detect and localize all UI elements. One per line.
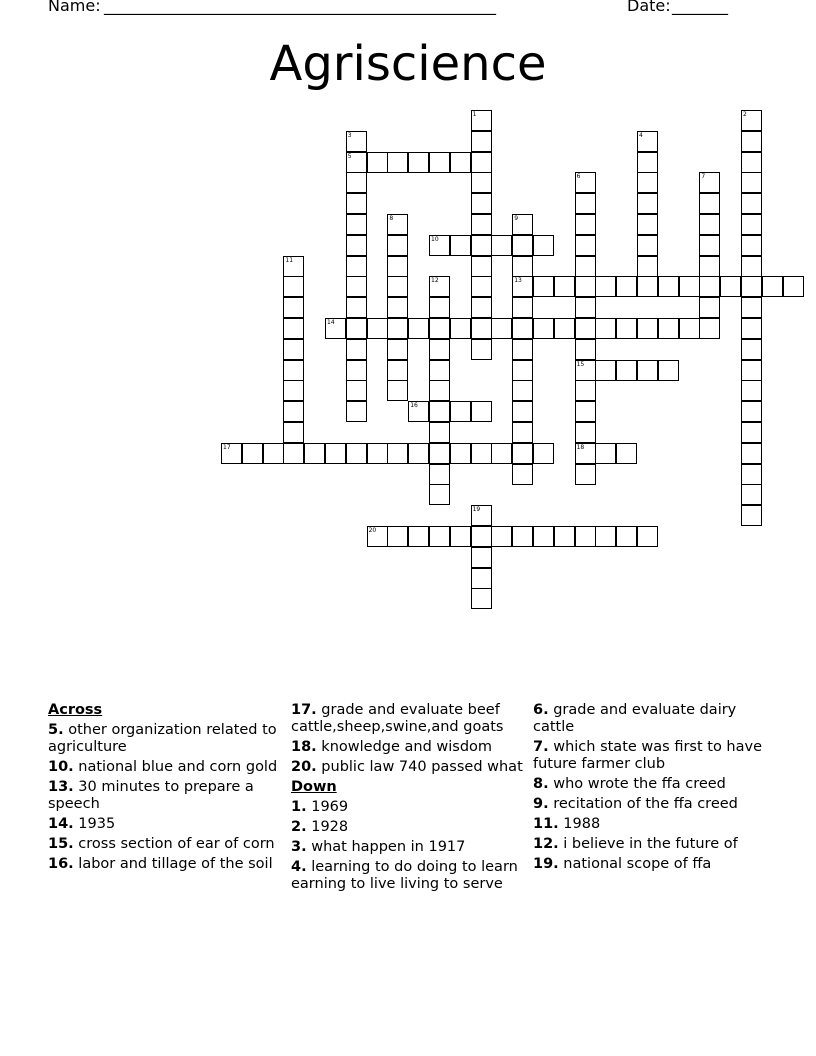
clue-number: 20 — [368, 527, 377, 534]
crossword-cell[interactable] — [471, 318, 492, 339]
crossword-cell[interactable] — [429, 380, 450, 401]
clue-number-label: 8. — [533, 776, 549, 792]
across-clue — [48, 856, 284, 873]
clue-column-3 — [533, 702, 769, 876]
crossword-cell[interactable] — [283, 380, 304, 401]
crossword-cell[interactable] — [367, 526, 388, 547]
crossword-cell[interactable] — [512, 235, 533, 256]
crossword-cell[interactable] — [491, 235, 512, 256]
crossword-cell[interactable] — [699, 172, 720, 193]
crossword-cell[interactable] — [471, 172, 492, 193]
crossword-cell[interactable] — [741, 401, 762, 422]
clue-text: national blue and corn gold — [73, 759, 278, 775]
crossword-cell[interactable] — [471, 588, 492, 609]
crossword-cell[interactable] — [346, 193, 367, 214]
crossword-cell[interactable] — [741, 297, 762, 318]
crossword-cell[interactable] — [512, 443, 533, 464]
crossword-cell[interactable] — [367, 318, 388, 339]
crossword-cell[interactable] — [429, 318, 450, 339]
across-clue-list — [48, 722, 284, 873]
crossword-cell[interactable] — [637, 152, 658, 173]
crossword-cell[interactable] — [429, 339, 450, 360]
name-field[interactable]: _________________________________________________ — [104, 0, 496, 15]
crossword-cell[interactable] — [741, 214, 762, 235]
clue-number: 6 — [576, 173, 581, 181]
crossword-cell[interactable] — [387, 152, 408, 173]
crossword-cell[interactable] — [512, 464, 533, 485]
crossword-cell[interactable] — [346, 256, 367, 277]
crossword-cell[interactable] — [429, 297, 450, 318]
crossword-cell[interactable] — [471, 443, 492, 464]
crossword-cell[interactable] — [346, 276, 367, 297]
crossword-cell[interactable] — [283, 256, 304, 277]
clue-number-label: 16. — [48, 856, 74, 872]
crossword-cell[interactable] — [450, 401, 471, 422]
clue-number-label: 14. — [48, 816, 74, 832]
down-clue — [291, 799, 527, 816]
clue-number: 9 — [514, 215, 519, 222]
crossword-cell[interactable] — [512, 380, 533, 401]
crossword-cell[interactable] — [512, 318, 533, 339]
crossword-cell[interactable] — [429, 276, 450, 297]
crossword-cell[interactable] — [741, 380, 762, 401]
down-clue — [291, 839, 527, 856]
crossword-cell[interactable] — [471, 401, 492, 422]
down-clue — [533, 836, 769, 853]
crossword-cell[interactable] — [575, 318, 596, 339]
crossword-cell[interactable] — [575, 339, 596, 360]
clue-number-label: 9. — [533, 796, 549, 812]
crossword-cell[interactable] — [283, 297, 304, 318]
crossword-cell[interactable] — [512, 401, 533, 422]
crossword-cell[interactable] — [637, 526, 658, 547]
crossword-cell[interactable] — [367, 152, 388, 173]
crossword-cell[interactable] — [637, 256, 658, 277]
crossword-cell[interactable] — [387, 360, 408, 381]
crossword-cell[interactable] — [346, 360, 367, 381]
crossword-cell[interactable] — [471, 526, 492, 547]
crossword-cell[interactable] — [637, 318, 658, 339]
crossword-cell[interactable] — [471, 256, 492, 277]
crossword-cell[interactable] — [346, 380, 367, 401]
clue-number: 8 — [389, 215, 394, 222]
crossword-cell[interactable] — [387, 235, 408, 256]
clue-column-2 — [291, 702, 527, 896]
down-clue — [533, 776, 769, 793]
crossword-cell[interactable] — [595, 318, 616, 339]
crossword-cell[interactable] — [450, 443, 471, 464]
clue-text: labor and tillage of the soil — [73, 856, 273, 872]
crossword-cell[interactable] — [387, 214, 408, 235]
crossword-cell[interactable] — [616, 318, 637, 339]
clue-text: grade and evaluate dairy cattle — [533, 702, 737, 735]
crossword-cell[interactable] — [575, 256, 596, 277]
crossword-cell[interactable] — [408, 318, 429, 339]
crossword-cell[interactable] — [387, 526, 408, 547]
clue-text: what happen in 1917 — [306, 839, 466, 855]
crossword-cell[interactable] — [283, 443, 304, 464]
crossword-cell[interactable] — [346, 131, 367, 152]
crossword-cell[interactable] — [575, 380, 596, 401]
crossword-cell[interactable] — [575, 214, 596, 235]
crossword-cell[interactable] — [575, 360, 596, 381]
crossword-cell[interactable] — [616, 443, 637, 464]
crossword-cell[interactable] — [221, 443, 242, 464]
clue-number: 10 — [431, 235, 439, 243]
crossword-cell[interactable] — [637, 172, 658, 193]
crossword-cell[interactable] — [741, 318, 762, 339]
crossword-cell[interactable] — [512, 526, 533, 547]
clue-number: 1 — [472, 111, 477, 118]
clue-number-label: 12. — [533, 836, 559, 852]
clue-number: 18 — [576, 443, 585, 451]
crossword-cell[interactable] — [741, 110, 762, 131]
crossword-cell[interactable] — [679, 318, 700, 339]
across-clue — [48, 816, 284, 833]
page-title: Agriscience — [269, 36, 547, 92]
crossword-cell[interactable] — [741, 256, 762, 277]
crossword-cell[interactable] — [346, 172, 367, 193]
clue-text: other organization related to agriculture — [48, 722, 277, 755]
clue-number: 3 — [347, 131, 352, 139]
crossword-cell[interactable] — [595, 360, 616, 381]
down-clue — [291, 819, 527, 836]
clue-number: 12 — [431, 277, 439, 285]
crossword-cell[interactable] — [554, 526, 575, 547]
crossword-cell[interactable] — [429, 360, 450, 381]
crossword-cell[interactable] — [429, 484, 450, 505]
crossword-cell[interactable] — [346, 152, 367, 173]
crossword-cell[interactable] — [491, 443, 512, 464]
crossword-cell[interactable] — [741, 235, 762, 256]
crossword-cell[interactable] — [741, 422, 762, 443]
clue-number: 15 — [576, 360, 585, 368]
crossword-cell[interactable] — [741, 443, 762, 464]
down-heading: Down — [291, 779, 337, 795]
crossword-cell[interactable] — [512, 360, 533, 381]
across-clue — [291, 702, 527, 736]
clue-number: 4 — [639, 131, 643, 139]
clue-number-label: 7. — [533, 739, 549, 755]
down-clue-list-continued — [533, 702, 769, 873]
crossword-cell[interactable] — [346, 297, 367, 318]
crossword-cell[interactable] — [616, 360, 637, 381]
across-clue — [48, 836, 284, 853]
clue-text: public law 740 passed what — [316, 759, 523, 775]
clue-text: learning to do doing to learn earning to live living to serve — [291, 859, 518, 892]
crossword-cell[interactable] — [554, 318, 575, 339]
crossword-cell[interactable] — [471, 110, 492, 131]
date-label: Date: — [627, 0, 671, 15]
crossword-cell[interactable] — [512, 276, 533, 297]
clue-number: 13 — [514, 277, 522, 285]
crossword-cell[interactable] — [512, 214, 533, 235]
crossword-cell[interactable] — [741, 505, 762, 526]
crossword-cell[interactable] — [450, 318, 471, 339]
crossword-cell[interactable] — [346, 318, 367, 339]
crossword-cell[interactable] — [595, 443, 616, 464]
crossword-cell[interactable] — [387, 276, 408, 297]
crossword-cell[interactable] — [741, 276, 762, 297]
clue-number: 19 — [472, 506, 481, 514]
crossword-cell[interactable] — [637, 214, 658, 235]
clue-number-label: 19. — [533, 856, 559, 872]
crossword-cell[interactable] — [741, 131, 762, 152]
crossword-cell[interactable] — [429, 401, 450, 422]
crossword-cell[interactable] — [616, 526, 637, 547]
crossword-cell[interactable] — [429, 152, 450, 173]
crossword-cell[interactable] — [325, 318, 346, 339]
clue-text: grade and evaluate beef cattle,sheep,swine,and goats — [291, 702, 504, 735]
crossword-cell[interactable] — [741, 464, 762, 485]
crossword-cell[interactable] — [533, 443, 554, 464]
crossword-cell[interactable] — [658, 276, 679, 297]
crossword-cell[interactable] — [471, 235, 492, 256]
down-clue — [533, 796, 769, 813]
across-clue-list-continued — [291, 702, 527, 776]
clue-number-label: 17. — [291, 702, 317, 718]
crossword-cell[interactable] — [762, 276, 783, 297]
clue-number-label: 5. — [48, 722, 64, 738]
date-field[interactable]: _______ — [672, 0, 728, 15]
crossword-cell[interactable] — [699, 276, 720, 297]
clue-number-label: 2. — [291, 819, 307, 835]
crossword-cell[interactable] — [408, 152, 429, 173]
clue-text: 1935 — [73, 816, 116, 832]
crossword-cell[interactable] — [637, 193, 658, 214]
crossword-cell[interactable] — [450, 526, 471, 547]
crossword-cell[interactable] — [637, 276, 658, 297]
crossword-cell[interactable] — [471, 214, 492, 235]
crossword-cell[interactable] — [575, 172, 596, 193]
clue-text: who wrote the ffa creed — [548, 776, 726, 792]
clue-number: 14 — [327, 319, 335, 326]
clue-text: i believe in the future of — [558, 836, 738, 852]
crossword-cell[interactable] — [533, 235, 554, 256]
crossword-cell[interactable] — [346, 401, 367, 422]
crossword-cell[interactable] — [387, 256, 408, 277]
crossword-cell[interactable] — [471, 547, 492, 568]
clue-number: 11 — [285, 256, 294, 264]
crossword-cell[interactable] — [741, 484, 762, 505]
clue-text: national scope of ffa — [558, 856, 712, 872]
clue-number: 2 — [743, 111, 747, 118]
crossword-cell[interactable] — [346, 339, 367, 360]
crossword-cell[interactable] — [575, 193, 596, 214]
across-clue — [291, 739, 527, 756]
crossword-cell[interactable] — [595, 276, 616, 297]
name-label: Name: — [48, 0, 101, 15]
down-clue — [533, 856, 769, 873]
crossword-cell[interactable] — [471, 193, 492, 214]
crossword-cell[interactable] — [699, 214, 720, 235]
across-clue — [291, 759, 527, 776]
down-clue — [533, 702, 769, 736]
crossword-cell[interactable] — [283, 360, 304, 381]
clue-number-label: 10. — [48, 759, 74, 775]
crossword-cell[interactable] — [512, 422, 533, 443]
crossword-cell[interactable] — [367, 443, 388, 464]
crossword-cell[interactable] — [575, 235, 596, 256]
across-heading: Across — [48, 702, 103, 718]
across-clue — [48, 779, 284, 813]
crossword-cell[interactable] — [429, 464, 450, 485]
crossword-cell[interactable] — [679, 276, 700, 297]
clue-number: 16 — [410, 402, 418, 410]
crossword-cell[interactable] — [699, 193, 720, 214]
crossword-cell[interactable] — [512, 297, 533, 318]
crossword-cell[interactable] — [575, 276, 596, 297]
clue-number-label: 18. — [291, 739, 317, 755]
clue-number-label: 11. — [533, 816, 559, 832]
crossword-cell[interactable] — [283, 318, 304, 339]
crossword-cell[interactable] — [283, 401, 304, 422]
clue-number-label: 20. — [291, 759, 317, 775]
crossword-cell[interactable] — [387, 380, 408, 401]
crossword-cell[interactable] — [554, 276, 575, 297]
crossword-cell[interactable] — [387, 443, 408, 464]
crossword-cell[interactable] — [533, 526, 554, 547]
clue-text: 30 minutes to prepare a speech — [48, 779, 254, 812]
crossword-cell[interactable] — [575, 297, 596, 318]
crossword-cell[interactable] — [304, 443, 325, 464]
crossword-cell[interactable] — [387, 318, 408, 339]
across-clue — [48, 722, 284, 756]
down-clue — [533, 739, 769, 773]
crossword-cell[interactable] — [575, 464, 596, 485]
clue-column-1 — [48, 702, 284, 876]
crossword-cell[interactable] — [491, 318, 512, 339]
crossword-cell[interactable] — [575, 401, 596, 422]
crossword-cell[interactable] — [242, 443, 263, 464]
crossword-cell[interactable] — [741, 172, 762, 193]
crossword-cell[interactable] — [387, 297, 408, 318]
crossword-cell[interactable] — [720, 276, 741, 297]
crossword-cell[interactable] — [741, 152, 762, 173]
down-clue — [533, 816, 769, 833]
crossword-cell[interactable] — [783, 276, 804, 297]
crossword-cell[interactable] — [429, 235, 450, 256]
crossword-cell[interactable] — [346, 235, 367, 256]
clue-text: recitation of the ffa creed — [548, 796, 738, 812]
down-clue-list — [291, 799, 527, 893]
clue-number-label: 15. — [48, 836, 74, 852]
down-clue — [291, 859, 527, 893]
crossword-cell[interactable] — [699, 318, 720, 339]
crossword-cell[interactable] — [616, 276, 637, 297]
clue-number-label: 3. — [291, 839, 307, 855]
crossword-cell[interactable] — [575, 526, 596, 547]
crossword-cell[interactable] — [741, 193, 762, 214]
crossword-cell[interactable] — [699, 235, 720, 256]
crossword-cell[interactable] — [471, 152, 492, 173]
crossword-cell[interactable] — [658, 360, 679, 381]
crossword-cell[interactable] — [408, 443, 429, 464]
crossword-cell[interactable] — [575, 443, 596, 464]
crossword-cell[interactable] — [471, 297, 492, 318]
crossword-cell[interactable] — [325, 443, 346, 464]
crossword-cell[interactable] — [595, 526, 616, 547]
crossword-cell[interactable] — [471, 339, 492, 360]
clue-text: 1928 — [306, 819, 349, 835]
crossword-cell[interactable] — [346, 214, 367, 235]
crossword-cell[interactable] — [699, 297, 720, 318]
crossword-cell[interactable] — [471, 131, 492, 152]
crossword-cell[interactable] — [450, 235, 471, 256]
crossword-cell[interactable] — [408, 526, 429, 547]
crossword-cell[interactable] — [283, 276, 304, 297]
clue-number-label: 13. — [48, 779, 74, 795]
crossword-cell[interactable] — [471, 276, 492, 297]
clue-text: 1988 — [558, 816, 601, 832]
clue-text: which state was first to have future farmer club — [533, 739, 763, 772]
crossword-cell[interactable] — [408, 401, 429, 422]
crossword-cell[interactable] — [533, 276, 554, 297]
clue-number: 7 — [701, 173, 706, 181]
clue-text: cross section of ear of corn — [73, 836, 275, 852]
crossword-cell[interactable] — [658, 318, 679, 339]
crossword-cell[interactable] — [429, 422, 450, 443]
clue-text: knowledge and wisdom — [316, 739, 493, 755]
crossword-cell[interactable] — [533, 318, 554, 339]
crossword-cell[interactable] — [741, 339, 762, 360]
crossword-cell[interactable] — [491, 526, 512, 547]
crossword-cell[interactable] — [429, 526, 450, 547]
clue-number-label: 1. — [291, 799, 307, 815]
crossword-cell[interactable] — [699, 256, 720, 277]
crossword-cell[interactable] — [637, 360, 658, 381]
crossword-cell[interactable] — [283, 422, 304, 443]
across-clue — [48, 759, 284, 776]
crossword-cell[interactable] — [471, 568, 492, 589]
crossword-cell[interactable] — [512, 256, 533, 277]
crossword-cell[interactable] — [387, 339, 408, 360]
crossword-cell[interactable] — [450, 152, 471, 173]
crossword-cell[interactable] — [263, 443, 284, 464]
clue-number-label: 6. — [533, 702, 549, 718]
crossword-cell[interactable] — [637, 131, 658, 152]
crossword-cell[interactable] — [346, 443, 367, 464]
clue-number: 5 — [347, 152, 352, 160]
crossword-cell[interactable] — [283, 339, 304, 360]
crossword-cell[interactable] — [512, 339, 533, 360]
crossword-cell[interactable] — [471, 505, 492, 526]
clue-text: 1969 — [306, 799, 349, 815]
crossword-cell[interactable] — [429, 443, 450, 464]
crossword-cell[interactable] — [741, 360, 762, 381]
crossword-cell[interactable] — [575, 422, 596, 443]
crossword-cell[interactable] — [637, 235, 658, 256]
clue-number-label: 4. — [291, 859, 307, 875]
clue-number: 17 — [223, 443, 231, 451]
